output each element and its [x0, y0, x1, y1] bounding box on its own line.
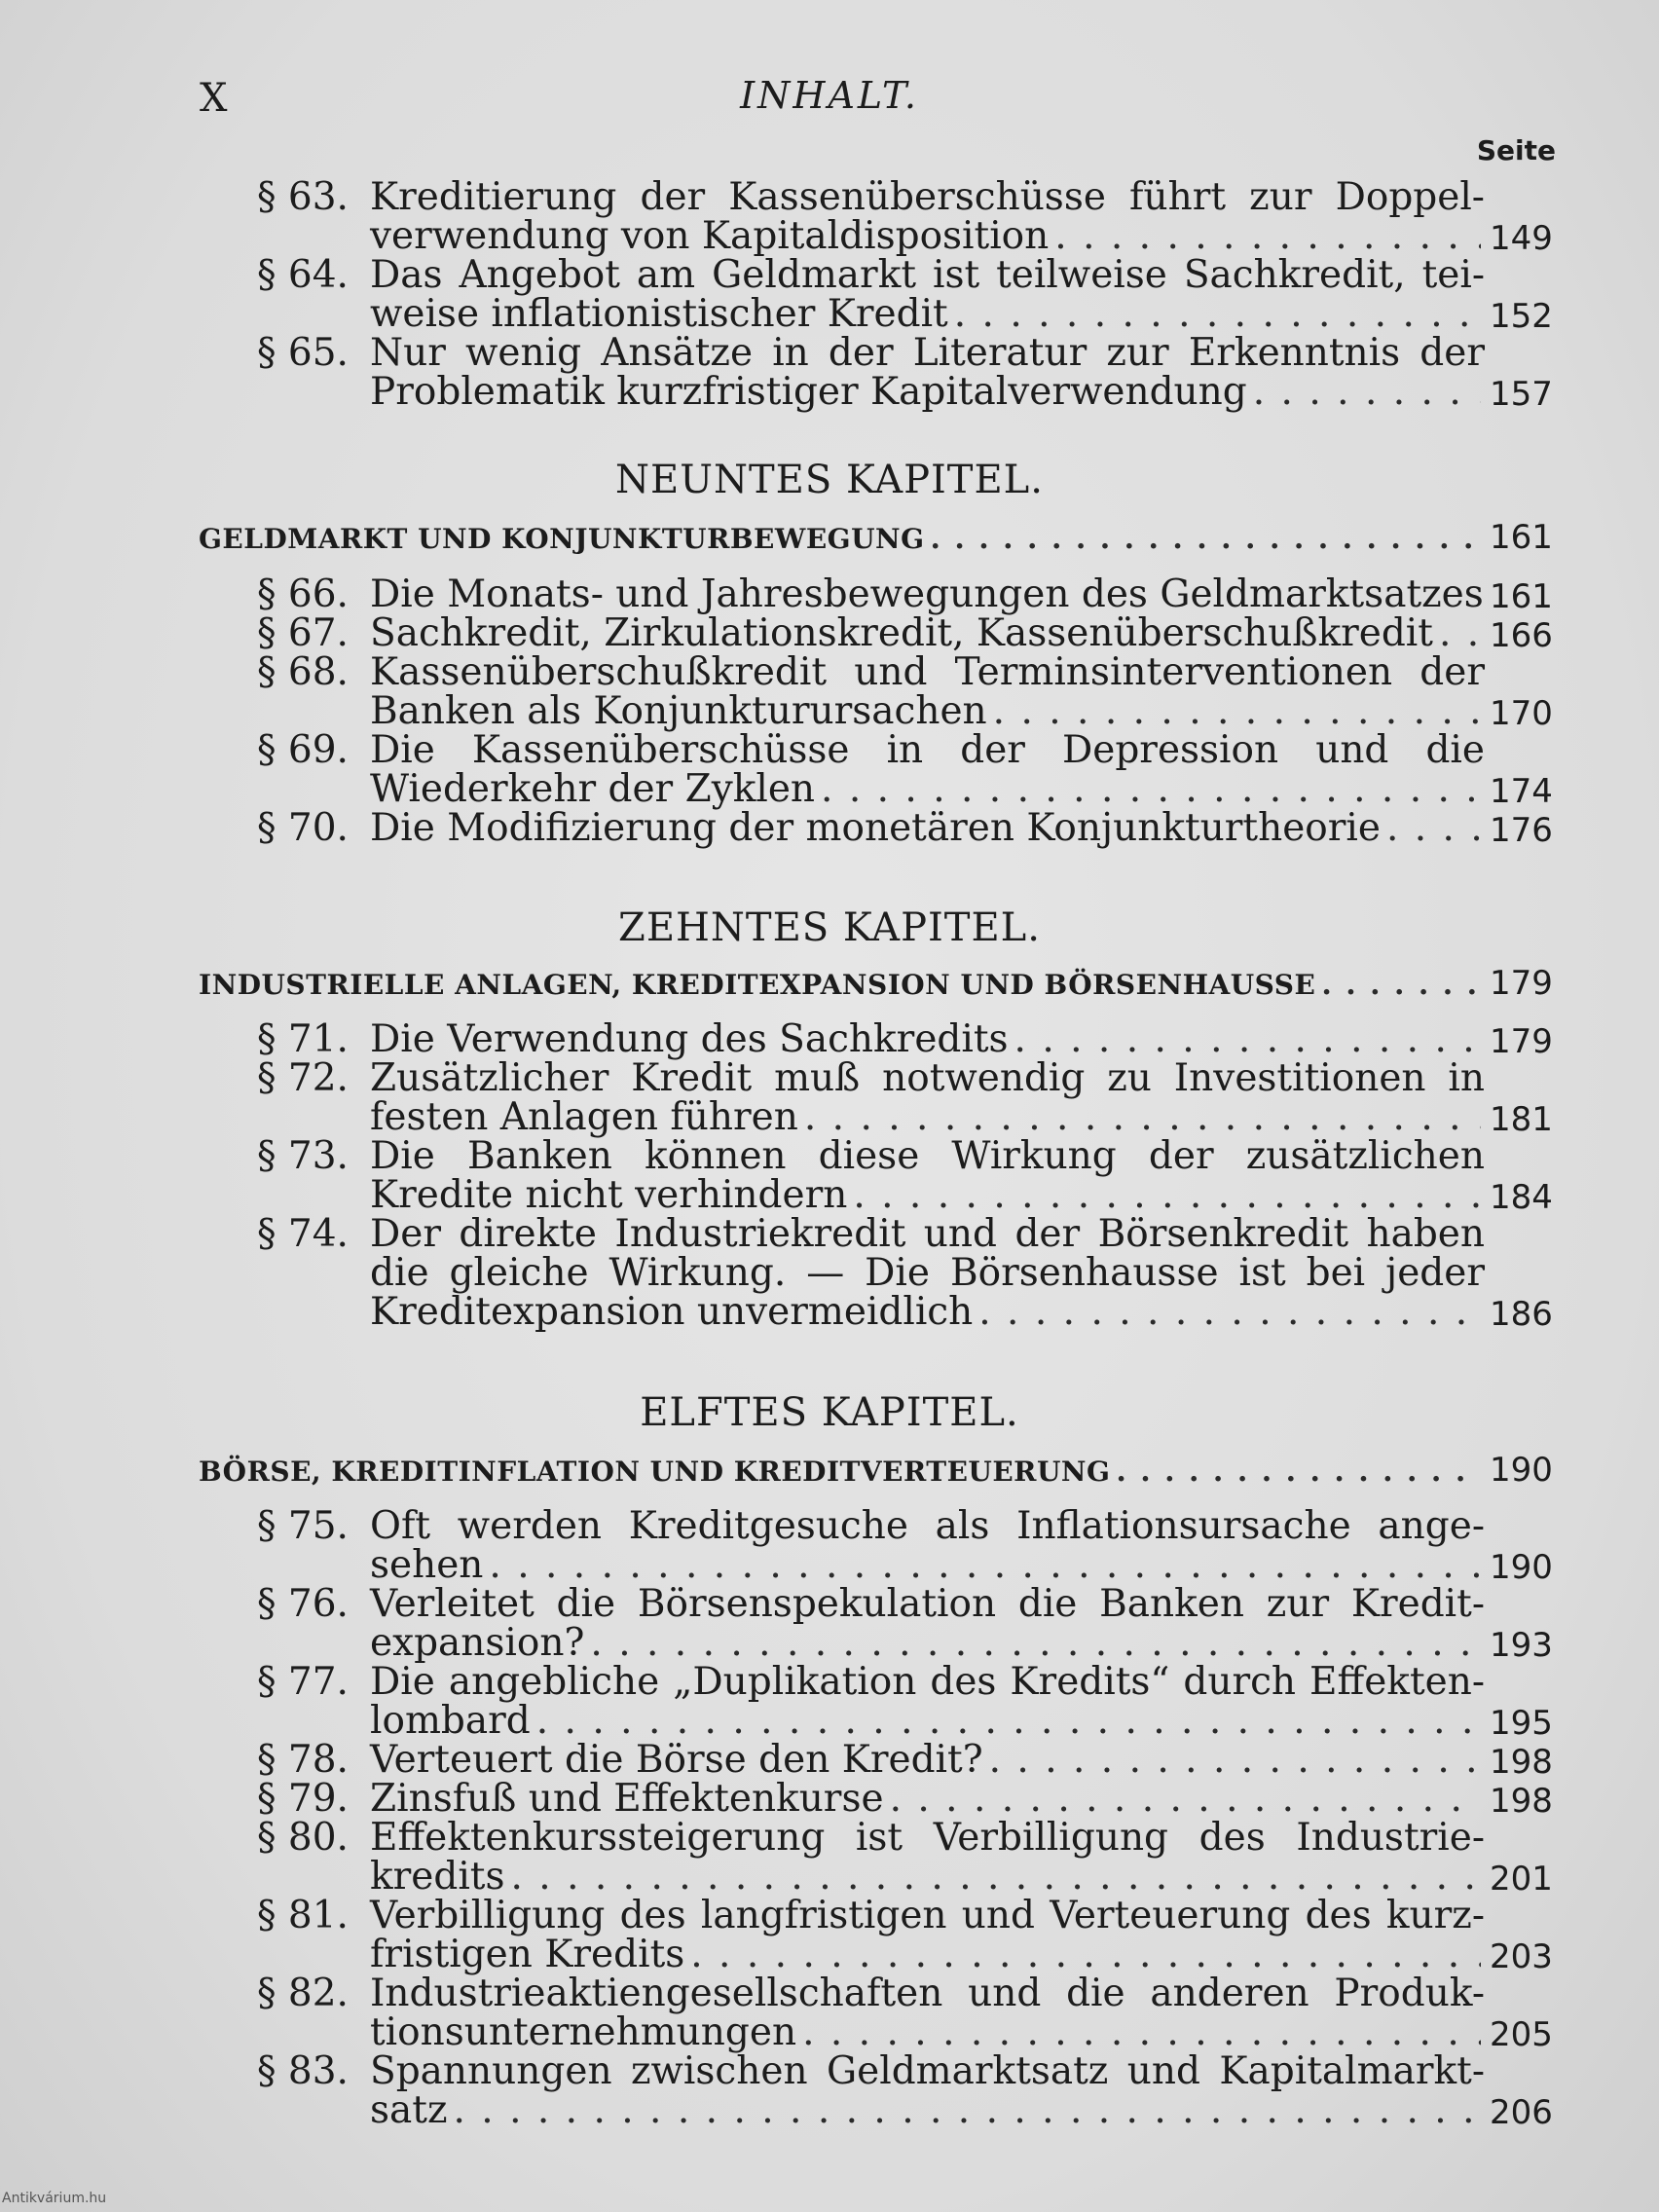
subtitle-leader-line	[199, 1455, 1484, 1490]
entry-text: Der direkte Industriekredit und der Börsenkredit haben	[370, 1212, 1485, 1256]
entry-title-line	[370, 1894, 1485, 1937]
entry-text: Wiederkehr der Zyklen	[370, 767, 816, 811]
entry-text: Kreditierung der Kassenüberschüsse führt zur Doppel-	[370, 175, 1485, 219]
entry-page-number: 201	[1490, 1860, 1553, 1899]
entry-text: Sachkredit, Zirkulationskredit, Kassenüberschußkredit	[370, 611, 1433, 655]
entry-text: Zinsfuß und Effektenkurse	[370, 1777, 884, 1821]
entry-text: kredits	[370, 1855, 505, 1899]
dot-leader	[1386, 809, 1481, 848]
section-number: § 79.	[257, 1777, 349, 1821]
entry-text: Industrieaktiengesellschaften und die anderen Produk-	[370, 1972, 1485, 2015]
section-number: § 63.	[257, 175, 349, 219]
dot-leader	[454, 2091, 1482, 2130]
entry-title-line	[370, 1134, 1485, 1178]
entry-title-line	[370, 1582, 1485, 1626]
entry-leader-line	[370, 806, 1485, 850]
entry-text: Zusätzlicher Kredit muß notwendig zu Investitionen in	[370, 1056, 1485, 1100]
dot-leader	[802, 2013, 1481, 2052]
chapter-page-number: 179	[1490, 964, 1553, 1003]
dot-leader	[993, 692, 1481, 731]
entry-text: Banken als Konjunkturursachen	[370, 689, 987, 733]
entry-page-number: 152	[1490, 297, 1553, 336]
entry-text: Kredite nicht verhindern	[370, 1173, 848, 1217]
entry-page-number: 198	[1490, 1782, 1553, 1821]
entry-title-line	[370, 611, 1485, 655]
entry-text: fristigen Kredits	[370, 1933, 685, 1976]
chapter-subtitle-line	[199, 522, 1484, 557]
entry-title-line	[370, 1738, 1485, 1782]
section-number: § 68.	[257, 650, 349, 694]
section-number: § 80.	[257, 1816, 349, 1860]
entry-text: Effektenkurssteigerung ist Verbilligung des Industrie-	[370, 1816, 1485, 1860]
section-number: § 83.	[257, 2049, 349, 2093]
section-number: § 75.	[257, 1504, 349, 1548]
section-number: § 71.	[257, 1017, 349, 1061]
entry-title-line	[370, 331, 1485, 375]
chapter-subtitle: INDUSTRIELLE ANLAGEN, KREDITEXPANSION UND BÖRSENHAUSSE	[199, 969, 1316, 1001]
entry-title-line	[370, 370, 1485, 414]
entry-title-line	[370, 1173, 1485, 1217]
entry-leader-line	[370, 214, 1485, 258]
dot-leader	[978, 1293, 1481, 1332]
entry-title-line	[370, 1660, 1485, 1704]
chapter-subtitle-line	[199, 968, 1484, 1003]
entry-text: sehen	[370, 1543, 484, 1587]
entry-title-line	[370, 1855, 1485, 1899]
section-number: § 82.	[257, 1972, 349, 2015]
entry-page-number: 205	[1490, 2015, 1553, 2054]
entry-title-line	[370, 1212, 1485, 1256]
section-number: § 67.	[257, 611, 349, 655]
dot-leader	[931, 522, 1481, 557]
entry-page-number: 176	[1490, 811, 1553, 850]
chapter-title: ZEHNTES KAPITEL.	[618, 905, 1041, 950]
entry-text: Verteuert die Börse den Kredit?	[370, 1738, 983, 1782]
dot-leader	[804, 1098, 1481, 1137]
entry-page-number: 190	[1490, 1548, 1553, 1587]
entry-leader-line	[370, 1621, 1485, 1665]
entry-text: expansion?	[370, 1621, 585, 1665]
dot-leader	[510, 1858, 1481, 1897]
entry-page-number: 184	[1490, 1178, 1553, 1217]
entry-text: satz	[370, 2088, 448, 2132]
dot-leader	[1014, 1020, 1481, 1059]
section-number: § 64.	[257, 253, 349, 297]
entry-title-line	[370, 1777, 1485, 1821]
entry-text: tionsunternehmungen	[370, 2010, 797, 2054]
dot-leader	[954, 295, 1481, 334]
entry-title-line	[370, 214, 1485, 258]
entry-title-line	[370, 806, 1485, 850]
entry-text: Kassenüberschußkredit und Terminsinterventionen der	[370, 650, 1485, 694]
dot-leader	[890, 1780, 1481, 1819]
section-number: § 76.	[257, 1582, 349, 1626]
entry-page-number: 149	[1490, 219, 1553, 258]
entry-text: Die Kassenüberschüsse in der Depression und die	[370, 728, 1485, 772]
entry-title-line	[370, 253, 1485, 297]
entry-title-line	[370, 1251, 1485, 1295]
entry-title-line	[370, 689, 1485, 733]
dot-leader	[1116, 1455, 1480, 1490]
entry-page-number: 170	[1490, 694, 1553, 733]
entry-leader-line	[370, 2010, 1485, 2054]
entry-leader-line	[370, 689, 1485, 733]
entry-title-line	[370, 175, 1485, 219]
entry-leader-line	[370, 767, 1485, 811]
entry-title-line	[370, 2049, 1485, 2093]
entry-leader-line	[370, 2088, 1485, 2132]
entry-text: Kreditexpansion unvermeidlich	[370, 1290, 974, 1334]
entry-page-number: 198	[1490, 1743, 1553, 1782]
entry-title-line	[370, 1290, 1485, 1334]
entry-leader-line	[370, 1933, 1485, 1976]
entry-title-line	[370, 1056, 1485, 1100]
dot-leader	[1054, 217, 1481, 256]
section-number: § 65.	[257, 331, 349, 375]
entry-page-number: 206	[1490, 2093, 1553, 2132]
entry-title-line	[370, 2088, 1485, 2132]
entry-page-number: 174	[1490, 772, 1553, 811]
entry-page-number: 157	[1490, 375, 1553, 414]
chapter-title: ELFTES KAPITEL.	[640, 1390, 1019, 1435]
dot-leader	[536, 1702, 1481, 1741]
entry-page-number: 181	[1490, 1100, 1553, 1139]
dot-leader	[1439, 614, 1481, 653]
entry-title-line	[370, 1095, 1485, 1139]
entry-title-line	[370, 1699, 1485, 1743]
entry-leader-line	[370, 1095, 1485, 1139]
entry-title-line	[370, 1933, 1485, 1976]
chapter-page-number: 190	[1490, 1451, 1553, 1490]
entry-title-line	[370, 2010, 1485, 2054]
entry-leader-line	[370, 1738, 1485, 1782]
section-number: § 77.	[257, 1660, 349, 1704]
entry-text: Die Modifizierung der monetären Konjunkturtheorie	[370, 806, 1381, 850]
section-number: § 72.	[257, 1056, 349, 1100]
entry-text: Oft werden Kreditgesuche als Inflationsursache ange-	[370, 1504, 1485, 1548]
section-number: § 74.	[257, 1212, 349, 1256]
section-number: § 69.	[257, 728, 349, 772]
entry-page-number: 179	[1490, 1022, 1553, 1061]
chapter-subtitle-line	[199, 1455, 1484, 1490]
entry-page-number: 166	[1490, 616, 1553, 655]
subtitle-leader-line	[199, 968, 1484, 1003]
entry-title-line	[370, 572, 1485, 616]
section-number: § 66.	[257, 572, 349, 616]
entry-title-line	[370, 1816, 1485, 1860]
running-head: INHALT.	[740, 74, 919, 117]
entry-text: Problematik kurzfristiger Kapitalverwendung	[370, 370, 1247, 414]
entry-text: Verleitet die Börsenspekulation die Banken zur Kredit-	[370, 1582, 1485, 1626]
entry-text: verwendung von Kapitaldisposition	[370, 214, 1050, 258]
entry-text: Spannungen zwischen Geldmarktsatz und Kapitalmarkt-	[370, 2049, 1485, 2093]
section-number: § 78.	[257, 1738, 349, 1782]
entry-text: Die Monats- und Jahresbewegungen des Geldmarktsatzes	[370, 572, 1484, 616]
dot-leader	[821, 770, 1481, 809]
entry-page-number: 161	[1490, 577, 1553, 616]
chapter-title: NEUNTES KAPITEL.	[615, 458, 1044, 502]
chapter-page-number: 161	[1490, 518, 1553, 557]
page-number: X	[200, 76, 229, 121]
dot-leader	[489, 1546, 1481, 1585]
dot-leader	[853, 1176, 1481, 1215]
entry-title-line	[370, 767, 1485, 811]
entry-text: die gleiche Wirkung. — Die Börsenhausse ist bei jeder	[370, 1251, 1485, 1295]
entry-text: Die Banken können diese Wirkung der zusätzlichen	[370, 1134, 1485, 1178]
watermark: Antikvárium.hu	[2, 2191, 107, 2206]
entry-page-number: 186	[1490, 1295, 1553, 1334]
entry-page-number: 203	[1490, 1937, 1553, 1976]
entry-text: Die Verwendung des Sachkredits	[370, 1017, 1009, 1061]
entry-title-line	[370, 1504, 1485, 1548]
entry-title-line	[370, 1621, 1485, 1665]
dot-leader	[590, 1624, 1481, 1663]
entry-leader-line	[370, 611, 1485, 655]
entry-leader-line	[370, 1017, 1485, 1061]
entry-page-number: 193	[1490, 1626, 1553, 1665]
entry-page-number: 195	[1490, 1704, 1553, 1743]
entry-text: lombard	[370, 1699, 531, 1743]
entry-text: Das Angebot am Geldmarkt ist teilweise Sachkredit, tei-	[370, 253, 1485, 297]
entry-leader-line	[370, 1543, 1485, 1587]
entry-title-line	[370, 728, 1485, 772]
page-column-label: Seite	[1476, 134, 1556, 166]
entry-text: weise inflationistischer Kredit	[370, 292, 948, 336]
dot-leader	[1321, 968, 1480, 1003]
dot-leader	[989, 1741, 1481, 1780]
section-number: § 73.	[257, 1134, 349, 1178]
section-number: § 81.	[257, 1894, 349, 1937]
chapter-subtitle: GELDMARKT UND KONJUNKTURBEWEGUNG	[199, 523, 925, 555]
entry-leader-line	[370, 1290, 1485, 1334]
entry-text: festen Anlagen führen	[370, 1095, 798, 1139]
entry-title-line	[370, 1543, 1485, 1587]
entry-text: Verbilligung des langfristigen und Verteuerung des kurz-	[370, 1894, 1485, 1937]
entry-leader-line	[370, 1699, 1485, 1743]
dot-leader	[690, 1936, 1481, 1974]
entry-text: Nur wenig Ansätze in der Literatur zur Erkenntnis der	[370, 331, 1485, 375]
section-number: § 70.	[257, 806, 349, 850]
dot-leader	[1253, 373, 1481, 412]
entry-leader-line	[370, 292, 1485, 336]
entry-leader-line	[370, 1855, 1485, 1899]
entry-leader-line	[370, 1777, 1485, 1821]
entry-title-line	[370, 650, 1485, 694]
subtitle-leader-line	[199, 522, 1484, 557]
entry-text: Die angebliche „Duplikation des Kredits“ durch Effekten-	[370, 1660, 1485, 1704]
entry-leader-line	[370, 572, 1485, 616]
entry-title-line	[370, 1974, 1485, 2013]
entry-title-line	[370, 292, 1485, 336]
entry-title-line	[370, 1017, 1485, 1061]
entry-leader-line	[370, 370, 1485, 414]
chapter-subtitle: BÖRSE, KREDITINFLATION UND KREDITVERTEUERUNG	[199, 1456, 1111, 1488]
entry-leader-line	[370, 1173, 1485, 1217]
